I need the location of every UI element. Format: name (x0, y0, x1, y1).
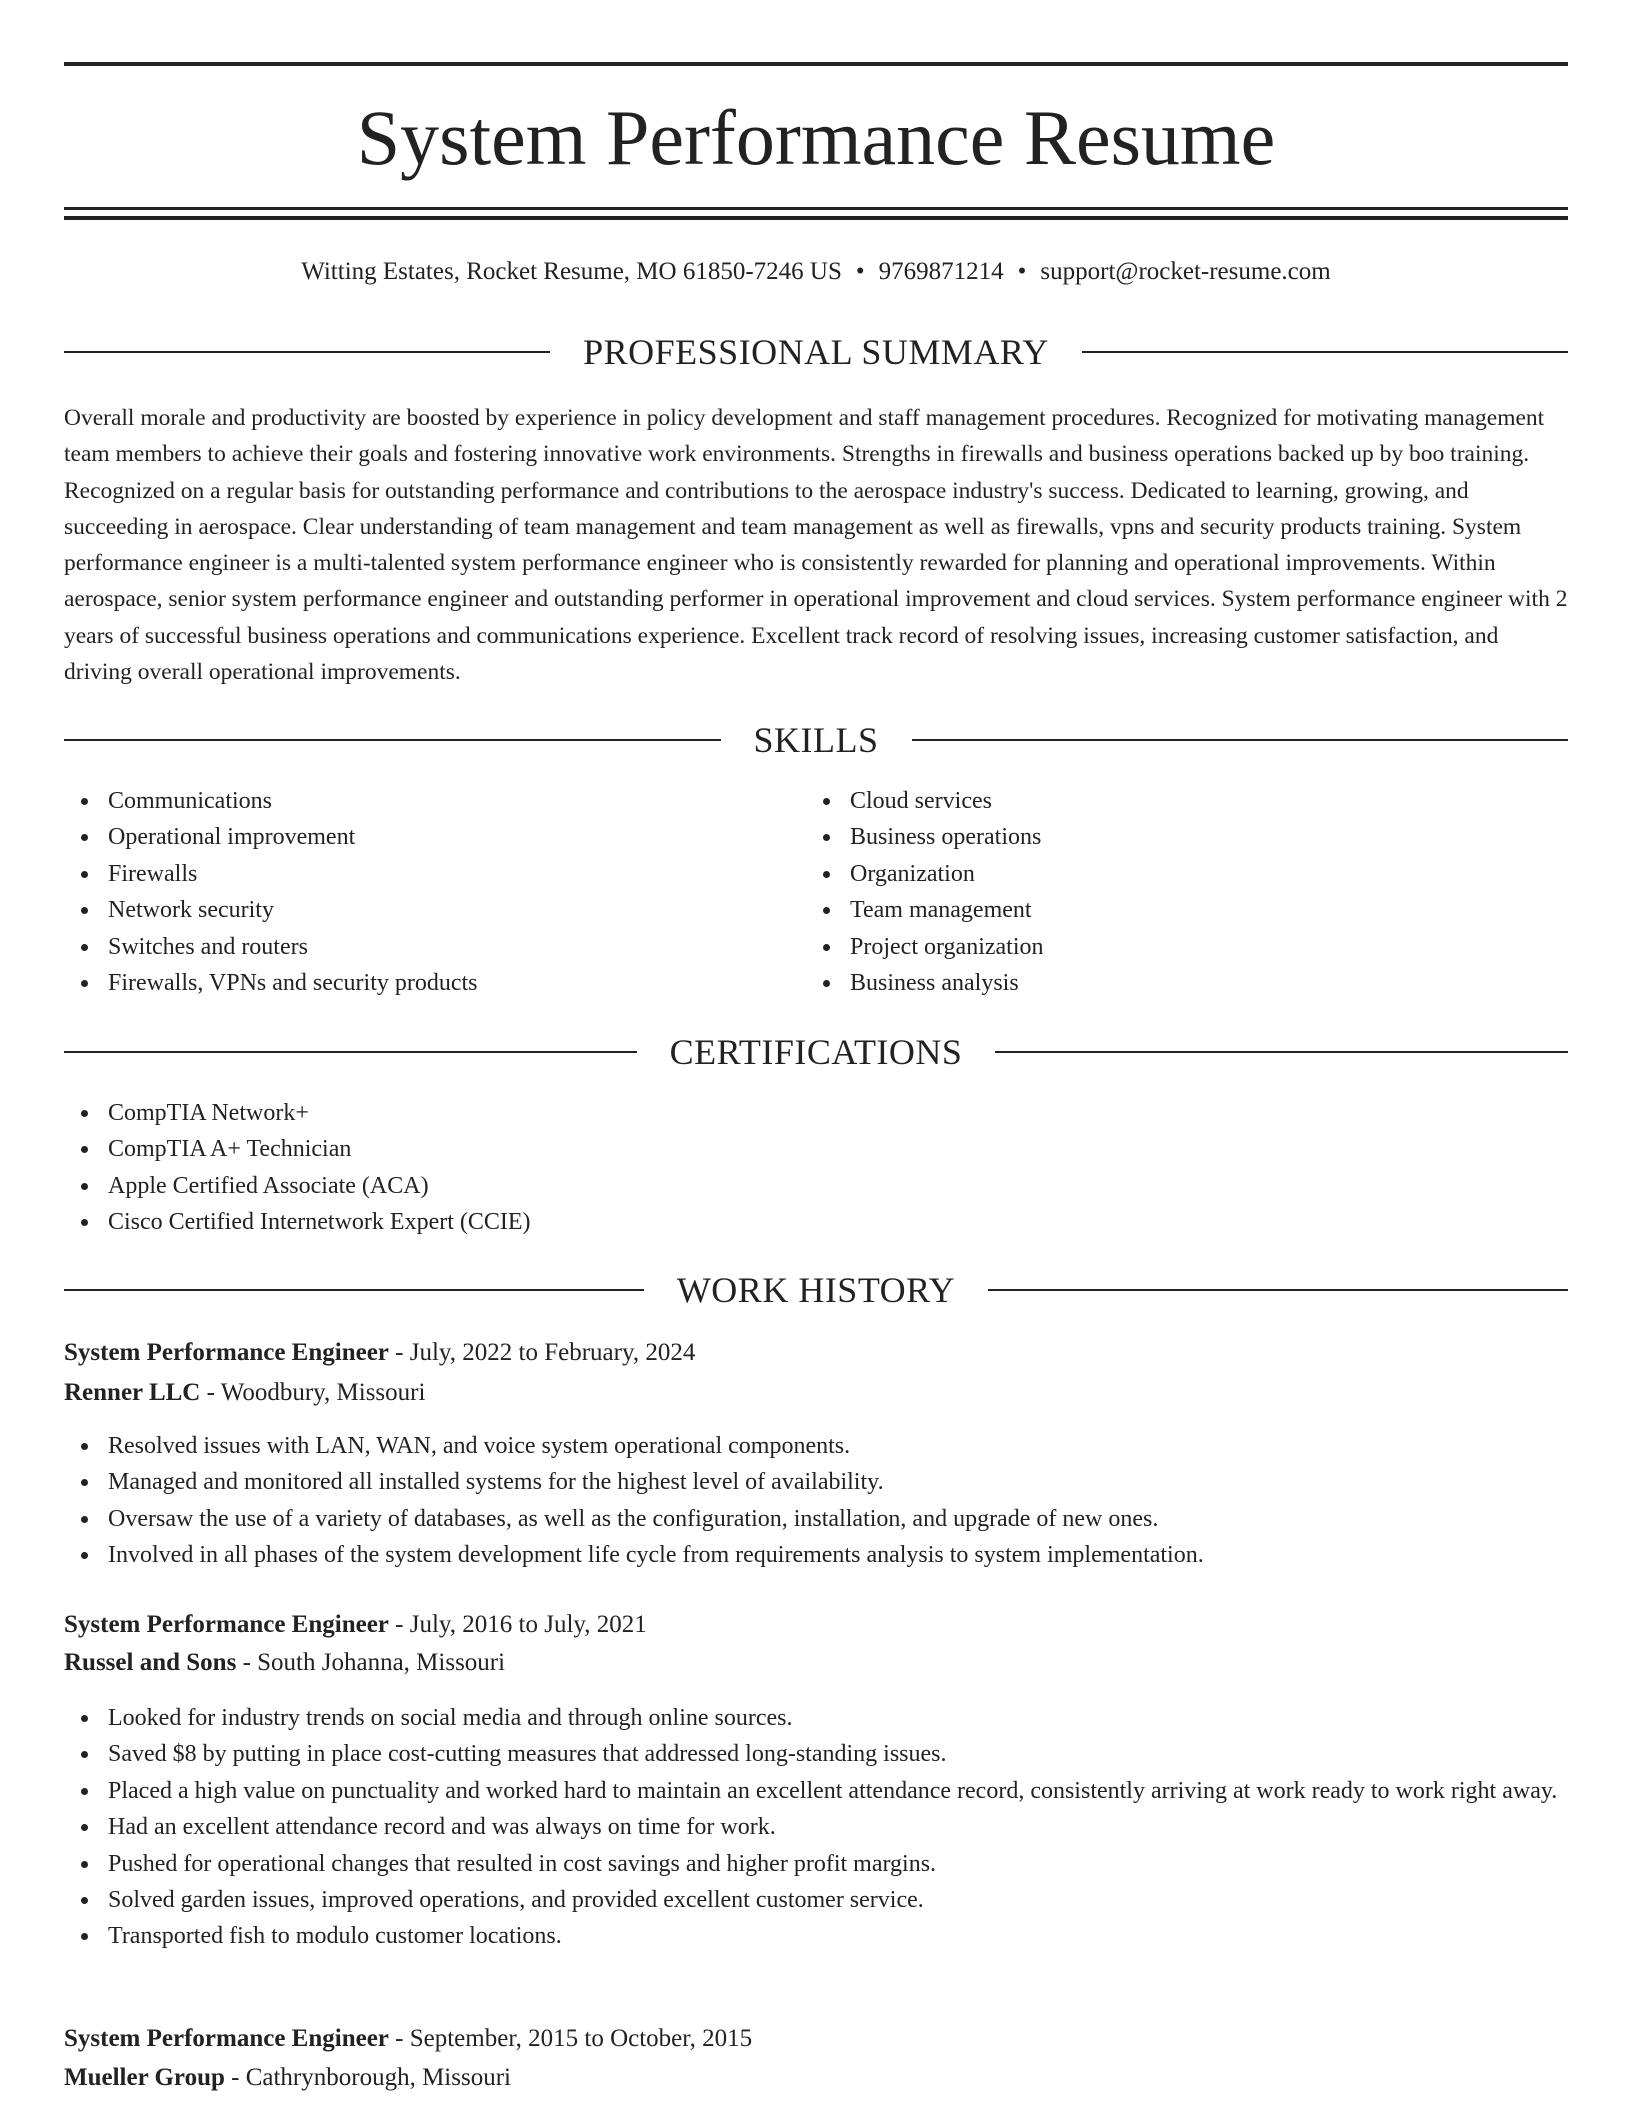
contact-separator: • (1017, 258, 1027, 285)
heading-rule (64, 351, 550, 353)
job-bullet: Managed and monitored all installed systems for the highest level of availability. (64, 1464, 1568, 1500)
job-dates: - September, 2015 to October, 2015 (388, 2025, 753, 2052)
job-company-line (64, 1375, 1568, 1411)
heading-rule (995, 1051, 1568, 1053)
skill-item: Cloud services (806, 783, 1546, 819)
heading-label: SKILLS (753, 720, 879, 760)
skills-section-heading (64, 718, 1568, 762)
job-location: - Cathrynborough, Missouri (224, 2064, 511, 2091)
job-dates: - July, 2016 to July, 2021 (388, 1611, 647, 1638)
certification-item: CompTIA Network+ (64, 1095, 1568, 1131)
resume-title: System Performance Resume (356, 94, 1276, 181)
job-bullet: Placed a high value on punctuality and worked hard to maintain an excellent attendance record, consistently arriving at work ready to work right away. (64, 1773, 1568, 1809)
heading-rule (64, 1051, 637, 1053)
heading-rule (1082, 351, 1568, 353)
skill-item: Project organization (806, 929, 1546, 965)
heading-label: PROFESSIONAL SUMMARY (583, 332, 1049, 372)
contact-separator: • (855, 258, 865, 285)
title-double-rule (64, 207, 1568, 220)
job-company: Russel and Sons (64, 1649, 237, 1676)
summary-section-heading (64, 330, 1568, 374)
certification-item: Cisco Certified Internetwork Expert (CCIE) (64, 1204, 1568, 1240)
certifications-list (64, 1095, 1568, 1241)
job-bullet: Pushed for operational changes that resulted in cost savings and higher profit margins. (64, 1846, 1568, 1882)
skills-list-left (64, 783, 804, 1001)
certification-item: CompTIA A+ Technician (64, 1131, 1568, 1167)
contact-line (64, 254, 1568, 290)
heading-rule (64, 1289, 644, 1291)
contact-email: support@rocket-resume.com (1040, 258, 1331, 285)
certifications-section-heading (64, 1030, 1568, 1074)
work-history-section-heading (64, 1268, 1568, 1312)
heading-rule (64, 739, 721, 741)
skill-item: Firewalls (64, 856, 804, 892)
job-bullet: Oversaw the use of a variety of databases, as well as the configuration, installation, and upgrade of new ones. (64, 1501, 1568, 1537)
job-title-line (64, 1607, 1568, 1643)
job-title-line (64, 2021, 1568, 2057)
job-bullets (64, 1700, 1568, 1955)
skill-item: Communications (64, 783, 804, 819)
certification-item: Apple Certified Associate (ACA) (64, 1168, 1568, 1204)
job-bullet: Solved garden issues, improved operations, and provided excellent customer service. (64, 1882, 1568, 1918)
job-bullet: Looked for industry trends on social media and through online sources. (64, 1700, 1568, 1736)
skills-list-right (806, 783, 1546, 1001)
job-company: Mueller Group (64, 2064, 225, 2091)
job-bullets (64, 1428, 1568, 1574)
job-bullet: Saved $8 by putting in place cost-cutting measures that addressed long-standing issues. (64, 1736, 1568, 1772)
job-company-line (64, 2060, 1568, 2096)
heading-label: WORK HISTORY (676, 1270, 956, 1310)
skill-item: Team management (806, 892, 1546, 928)
job-title: System Performance Engineer (64, 2025, 389, 2052)
job-bullet: Involved in all phases of the system development life cycle from requirements analysis to system implementation. (64, 1537, 1568, 1573)
skill-item: Operational improvement (64, 819, 804, 855)
heading-rule (988, 1289, 1568, 1291)
job-location: - Woodbury, Missouri (200, 1379, 426, 1406)
heading-rule (912, 739, 1569, 741)
contact-address: Witting Estates, Rocket Resume, MO 61850-7246 US (301, 258, 842, 285)
job-title: System Performance Engineer (64, 1339, 389, 1366)
job-company-line (64, 1645, 1568, 1681)
job-bullet: Transported fish to modulo customer locations. (64, 1918, 1568, 1954)
skill-item: Switches and routers (64, 929, 804, 965)
job-title: System Performance Engineer (64, 1611, 389, 1638)
job-bullet: Resolved issues with LAN, WAN, and voice system operational components. (64, 1428, 1568, 1464)
job-title-line (64, 1335, 1568, 1371)
skill-item: Business analysis (806, 965, 1546, 1001)
job-location: - South Johanna, Missouri (236, 1649, 506, 1676)
job-dates: - July, 2022 to February, 2024 (388, 1339, 696, 1366)
skill-item: Business operations (806, 819, 1546, 855)
job-bullet: Had an excellent attendance record and was always on time for work. (64, 1809, 1568, 1845)
skill-item: Network security (64, 892, 804, 928)
skill-item: Firewalls, VPNs and security products (64, 965, 804, 1001)
heading-label: CERTIFICATIONS (669, 1032, 963, 1072)
top-rule (64, 62, 1568, 66)
job-company: Renner LLC (64, 1379, 201, 1406)
skill-item: Organization (806, 856, 1546, 892)
summary-text: Overall morale and productivity are boosted by experience in policy development and staff management procedures. Recognized for motivating management team members to achieve their goals and fostering innovative work environments. Strengths in firewalls and business operations backed up by boo training. Recognized on a regular basis for outstanding performance and contributions to the aerospace industry's success. Dedicated to learning, growing, and succeeding in aerospace. Clear understanding of team management and team management as well as firewalls, vpns and security products training. System performance engineer is a multi-talented system performance engineer who is consistently rewarded for planning and operational improvements. Within aerospace, senior system performance engineer and outstanding performer in operational improvement and cloud services. System performance engineer with 2 years of successful business operations and communications experience. Excellent track record of resolving issues, increasing customer satisfaction, and driving overall operational improvements. (64, 405, 1568, 686)
contact-phone: 9769871214 (878, 258, 1004, 285)
